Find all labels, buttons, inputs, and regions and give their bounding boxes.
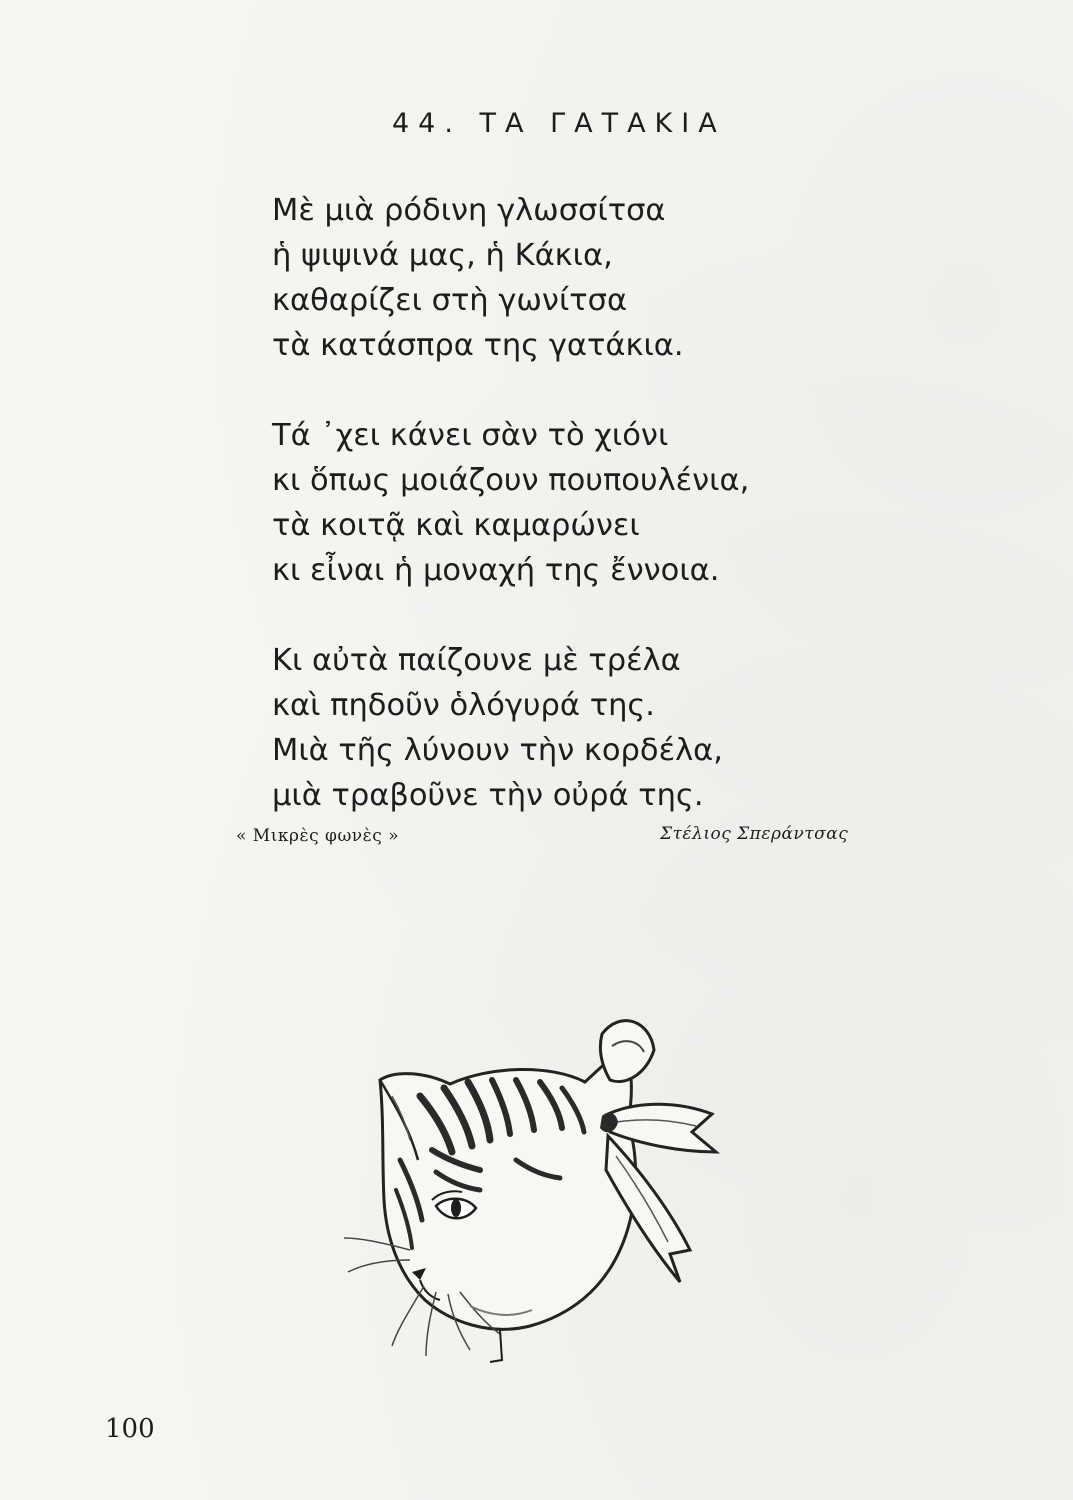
- poem-line: Μιὰ τῆς λύνουν τὴν κορδέλα,: [272, 733, 723, 768]
- poem-line: Κι αὐτὰ παίζουνε μὲ τρέλα: [272, 643, 681, 678]
- poem-line: καὶ πηδοῦν ὁλόγυρά της.: [272, 688, 656, 723]
- poem-line: καθαρίζει στὴ γωνίτσα: [272, 283, 628, 318]
- poem-line: κι εἶναι ἡ μοναχή της ἔννοια.: [272, 553, 720, 588]
- kitten-with-bow-icon: [340, 1010, 740, 1380]
- poem-line: τὰ κοιτᾷ καὶ καμαρώνει: [272, 508, 640, 543]
- poem-line: Μὲ μιὰ ρόδινη γλωσσίτσα: [272, 193, 666, 228]
- poem-title: 44. ΤΑ ΓΑΤΑΚΙΑ: [392, 108, 726, 139]
- poem-body: [272, 188, 749, 818]
- poem-line: κι ὅπως μοιάζουν πουπουλένια,: [272, 463, 750, 498]
- stanza-1: [272, 188, 749, 368]
- poem-line: τὰ κατάσπρα της γατάκια.: [272, 328, 684, 363]
- stanza-2: [272, 413, 749, 593]
- stanza-3: [272, 638, 749, 818]
- poem-line: μιὰ τραβοῦνε τὴν οὐρά της.: [272, 778, 704, 813]
- source-citation: « Μικρὲς φωνὲς »: [236, 826, 400, 846]
- poem-author: Στέλιος Σπεράντσας: [660, 824, 849, 844]
- poem-line: Τά ᾿χει κάνει σὰν τὸ χιόνι: [272, 418, 669, 453]
- poem-line: ἡ ψιψινά μας, ἡ Κάκια,: [272, 238, 613, 273]
- page-number: 100: [105, 1414, 155, 1444]
